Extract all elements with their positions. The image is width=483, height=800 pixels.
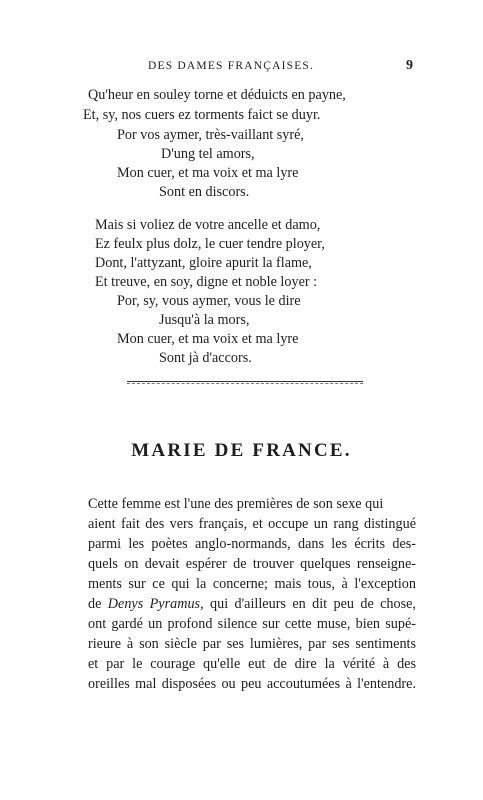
prose-line: et par le courage qu'elle eut de dire la vérité à des (88, 656, 416, 672)
verse-line: Por, sy, vous aymer, vous le dire (117, 293, 301, 309)
running-title: DES DAMES FRANÇAISES. (148, 60, 315, 72)
section-divider (127, 381, 363, 384)
prose-line: oreilles mal disposées ou peu accoutumées à l'entendre. (88, 676, 416, 692)
verse-line: Sont en discors. (159, 184, 250, 200)
prose-italic-name: Denys Pyramus, (107, 596, 204, 612)
prose-line: aient fait des vers français, et occupe un rang distingué (88, 516, 416, 532)
prose-line: ont gardé un profond silence sur cette muse, bien supé- (88, 616, 416, 632)
verse-line: Dont, l'attyzant, gloire apurit la flame, (95, 255, 312, 271)
verse-line: Qu'heur en souley torne et déduicts en payne, (88, 87, 346, 103)
prose-line: quels on devait espérer de trouver quelques renseigne- (88, 556, 416, 572)
verse-line: D'ung tel amors, (161, 146, 255, 162)
prose-line (88, 595, 416, 613)
verse-line: Mon cuer, et ma voix et ma lyre (117, 331, 299, 347)
prose-text: qui d'ailleurs en dit peu de chose, (203, 596, 416, 612)
verse-line: Jusqu'à la mors, (159, 312, 250, 328)
prose-line: ments sur ce qui la concerne; mais tous, à l'exception (88, 576, 416, 592)
prose-line: rieure à son siècle par ses lumières, par ses sentiments (88, 636, 416, 652)
section-title: MARIE DE FRANCE. (131, 440, 352, 461)
running-head (0, 60, 483, 76)
verse-line: Ez feulx plus dolz, le cuer tendre ployer, (95, 236, 325, 252)
page-number: 9 (406, 58, 413, 73)
prose-line: Cette femme est l'une des premières de son sexe qui (88, 496, 384, 512)
verse-line: Por vos aymer, très-vaillant syré, (117, 127, 304, 143)
verse-line: Sont jà d'accors. (159, 350, 252, 366)
verse-line: Mais si voliez de votre ancelle et damo, (95, 217, 321, 233)
prose-text: de (88, 596, 108, 612)
prose-line: parmi les poètes anglo-normands, dans les écrits des- (88, 536, 416, 552)
verse-line: Mon cuer, et ma voix et ma lyre (117, 165, 299, 181)
verse-line: Et, sy, nos cuers ez torments faict se duyr. (83, 107, 321, 123)
verse-line: Et treuve, en soy, digne et noble loyer : (95, 274, 318, 290)
